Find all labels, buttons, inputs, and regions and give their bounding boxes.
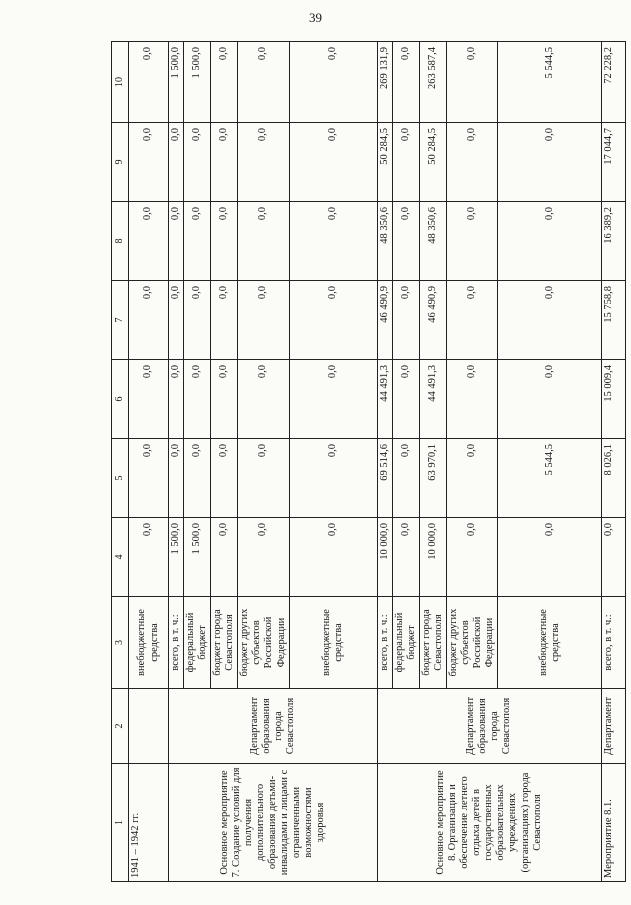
header-cell: 10 (112, 42, 129, 123)
value-cell: 0,0 (129, 360, 169, 439)
value-cell: 48 350,6 (377, 202, 392, 281)
value-cell: 0,0 (289, 281, 377, 360)
rotated-table-container (111, 42, 615, 882)
value-cell: 0,0 (211, 123, 238, 202)
value-cell: 0,0 (129, 202, 169, 281)
header-cell: 4 (112, 518, 129, 597)
value-cell: 0,0 (392, 439, 419, 518)
source-cell: бюджет других субъектов Российской Федерации (238, 597, 289, 689)
value-cell: 0,0 (289, 439, 377, 518)
table-row (377, 42, 392, 882)
page-number: 39 (309, 10, 322, 25)
header-cell: 2 (112, 689, 129, 764)
value-cell: 0,0 (211, 360, 238, 439)
table-row (129, 42, 169, 882)
value-cell: 0,0 (392, 360, 419, 439)
value-cell: 0,0 (184, 202, 211, 281)
value-cell: 0,0 (498, 518, 602, 597)
value-cell: 0,0 (392, 281, 419, 360)
value-cell: 0,0 (446, 123, 497, 202)
value-cell: 0,0 (169, 360, 184, 439)
value-cell: 69 514,6 (377, 439, 392, 518)
value-cell: 0,0 (446, 42, 497, 123)
value-cell: 0,0 (211, 42, 238, 123)
source-cell: всего, в т. ч.: (602, 597, 626, 689)
source-cell: федеральный бюджет (184, 597, 211, 689)
value-cell: 10 000,0 (419, 518, 446, 597)
period-cell: 1941 – 1942 гг. (129, 764, 169, 882)
source-cell: всего, в т. ч.: (169, 597, 184, 689)
source-cell: внебюджетные средства (498, 597, 602, 689)
value-cell: 0,0 (289, 123, 377, 202)
value-cell: 72 228,2 (602, 42, 626, 123)
value-cell: 44 491,3 (419, 360, 446, 439)
value-cell: 0,0 (289, 42, 377, 123)
value-cell: 0,0 (392, 518, 419, 597)
value-cell: 0,0 (602, 518, 626, 597)
event-name-cell: Основное мероприятие 7. Создание условий для получения дополнительного образования детьми-инвалидами и лицами с ограниченными возможностями здоровья (169, 764, 378, 882)
value-cell: 0,0 (289, 202, 377, 281)
value-cell: 0,0 (169, 202, 184, 281)
value-cell: 0,0 (238, 518, 289, 597)
value-cell: 0,0 (238, 42, 289, 123)
source-cell: федеральный бюджет (392, 597, 419, 689)
value-cell: 5 544,5 (498, 42, 602, 123)
value-cell: 0,0 (129, 439, 169, 518)
value-cell: 0,0 (129, 281, 169, 360)
value-cell: 0,0 (211, 281, 238, 360)
executor-cell: Департамент (602, 689, 626, 764)
header-cell: 1 (112, 764, 129, 882)
value-cell: 0,0 (446, 518, 497, 597)
value-cell: 5 544,5 (498, 439, 602, 518)
value-cell: 8 026,1 (602, 439, 626, 518)
executor-cell: Департамент образования города Севастополя (377, 689, 602, 764)
value-cell: 63 970,1 (419, 439, 446, 518)
source-cell: внебюджетные средства (289, 597, 377, 689)
header-cell: 6 (112, 360, 129, 439)
source-cell: внебюджетные средства (129, 597, 169, 689)
value-cell: 50 284,5 (419, 123, 446, 202)
value-cell: 0,0 (129, 518, 169, 597)
value-cell: 15 009,4 (602, 360, 626, 439)
value-cell: 0,0 (238, 439, 289, 518)
value-cell: 15 758,8 (602, 281, 626, 360)
value-cell: 1 500,0 (169, 42, 184, 123)
value-cell: 0,0 (446, 360, 497, 439)
value-cell: 0,0 (446, 281, 497, 360)
header-cell: 7 (112, 281, 129, 360)
value-cell: 0,0 (289, 518, 377, 597)
value-cell: 0,0 (392, 42, 419, 123)
value-cell: 0,0 (184, 281, 211, 360)
value-cell: 0,0 (498, 123, 602, 202)
value-cell: 0,0 (211, 439, 238, 518)
source-cell: бюджет города Севастополя (419, 597, 446, 689)
value-cell: 0,0 (446, 439, 497, 518)
value-cell: 1 500,0 (184, 518, 211, 597)
value-cell: 10 000,0 (377, 518, 392, 597)
value-cell: 46 490,9 (377, 281, 392, 360)
value-cell: 1 500,0 (184, 42, 211, 123)
value-cell: 0,0 (184, 123, 211, 202)
value-cell: 0,0 (129, 42, 169, 123)
value-cell: 0,0 (184, 360, 211, 439)
executor-cell: Департамент образования города Севастополя (169, 689, 378, 764)
value-cell: 48 350,6 (419, 202, 446, 281)
source-cell: всего, в т. ч.: (377, 597, 392, 689)
value-cell: 0,0 (238, 202, 289, 281)
value-cell: 0,0 (211, 202, 238, 281)
value-cell: 46 490,9 (419, 281, 446, 360)
value-cell: 0,0 (169, 281, 184, 360)
table-row (169, 42, 184, 882)
value-cell: 0,0 (211, 518, 238, 597)
event-name-cell: Основное мероприятие 8. Организация и обеспечение летнего отдыха детей в государственных образовательных учреждениях (организациях) города Севастополя (377, 764, 602, 882)
header-cell: 3 (112, 597, 129, 689)
event-name-cell: Мероприятие 8.1. (602, 764, 626, 882)
value-cell: 263 587,4 (419, 42, 446, 123)
value-cell: 17 044,7 (602, 123, 626, 202)
header-cell: 9 (112, 123, 129, 202)
value-cell: 0,0 (238, 123, 289, 202)
value-cell: 0,0 (184, 439, 211, 518)
header-cell: 5 (112, 439, 129, 518)
value-cell: 0,0 (498, 360, 602, 439)
source-cell: бюджет города Севастополя (211, 597, 238, 689)
header-row (112, 42, 129, 882)
table-row (602, 42, 626, 882)
value-cell: 0,0 (392, 123, 419, 202)
value-cell: 0,0 (169, 439, 184, 518)
value-cell: 0,0 (392, 202, 419, 281)
value-cell: 0,0 (129, 123, 169, 202)
value-cell: 269 131,9 (377, 42, 392, 123)
value-cell: 1 500,0 (169, 518, 184, 597)
executor-cell (129, 689, 169, 764)
source-cell: бюджет других субъектов Российской Федерации (446, 597, 497, 689)
value-cell: 0,0 (498, 281, 602, 360)
value-cell: 0,0 (289, 360, 377, 439)
value-cell: 0,0 (446, 202, 497, 281)
value-cell: 16 389,2 (602, 202, 626, 281)
value-cell: 0,0 (498, 202, 602, 281)
value-cell: 44 491,3 (377, 360, 392, 439)
value-cell: 0,0 (238, 281, 289, 360)
rotated-table-frame (111, 42, 615, 882)
value-cell: 0,0 (238, 360, 289, 439)
value-cell: 50 284,5 (377, 123, 392, 202)
header-cell: 8 (112, 202, 129, 281)
value-cell: 0,0 (169, 123, 184, 202)
budget-table (111, 41, 626, 882)
